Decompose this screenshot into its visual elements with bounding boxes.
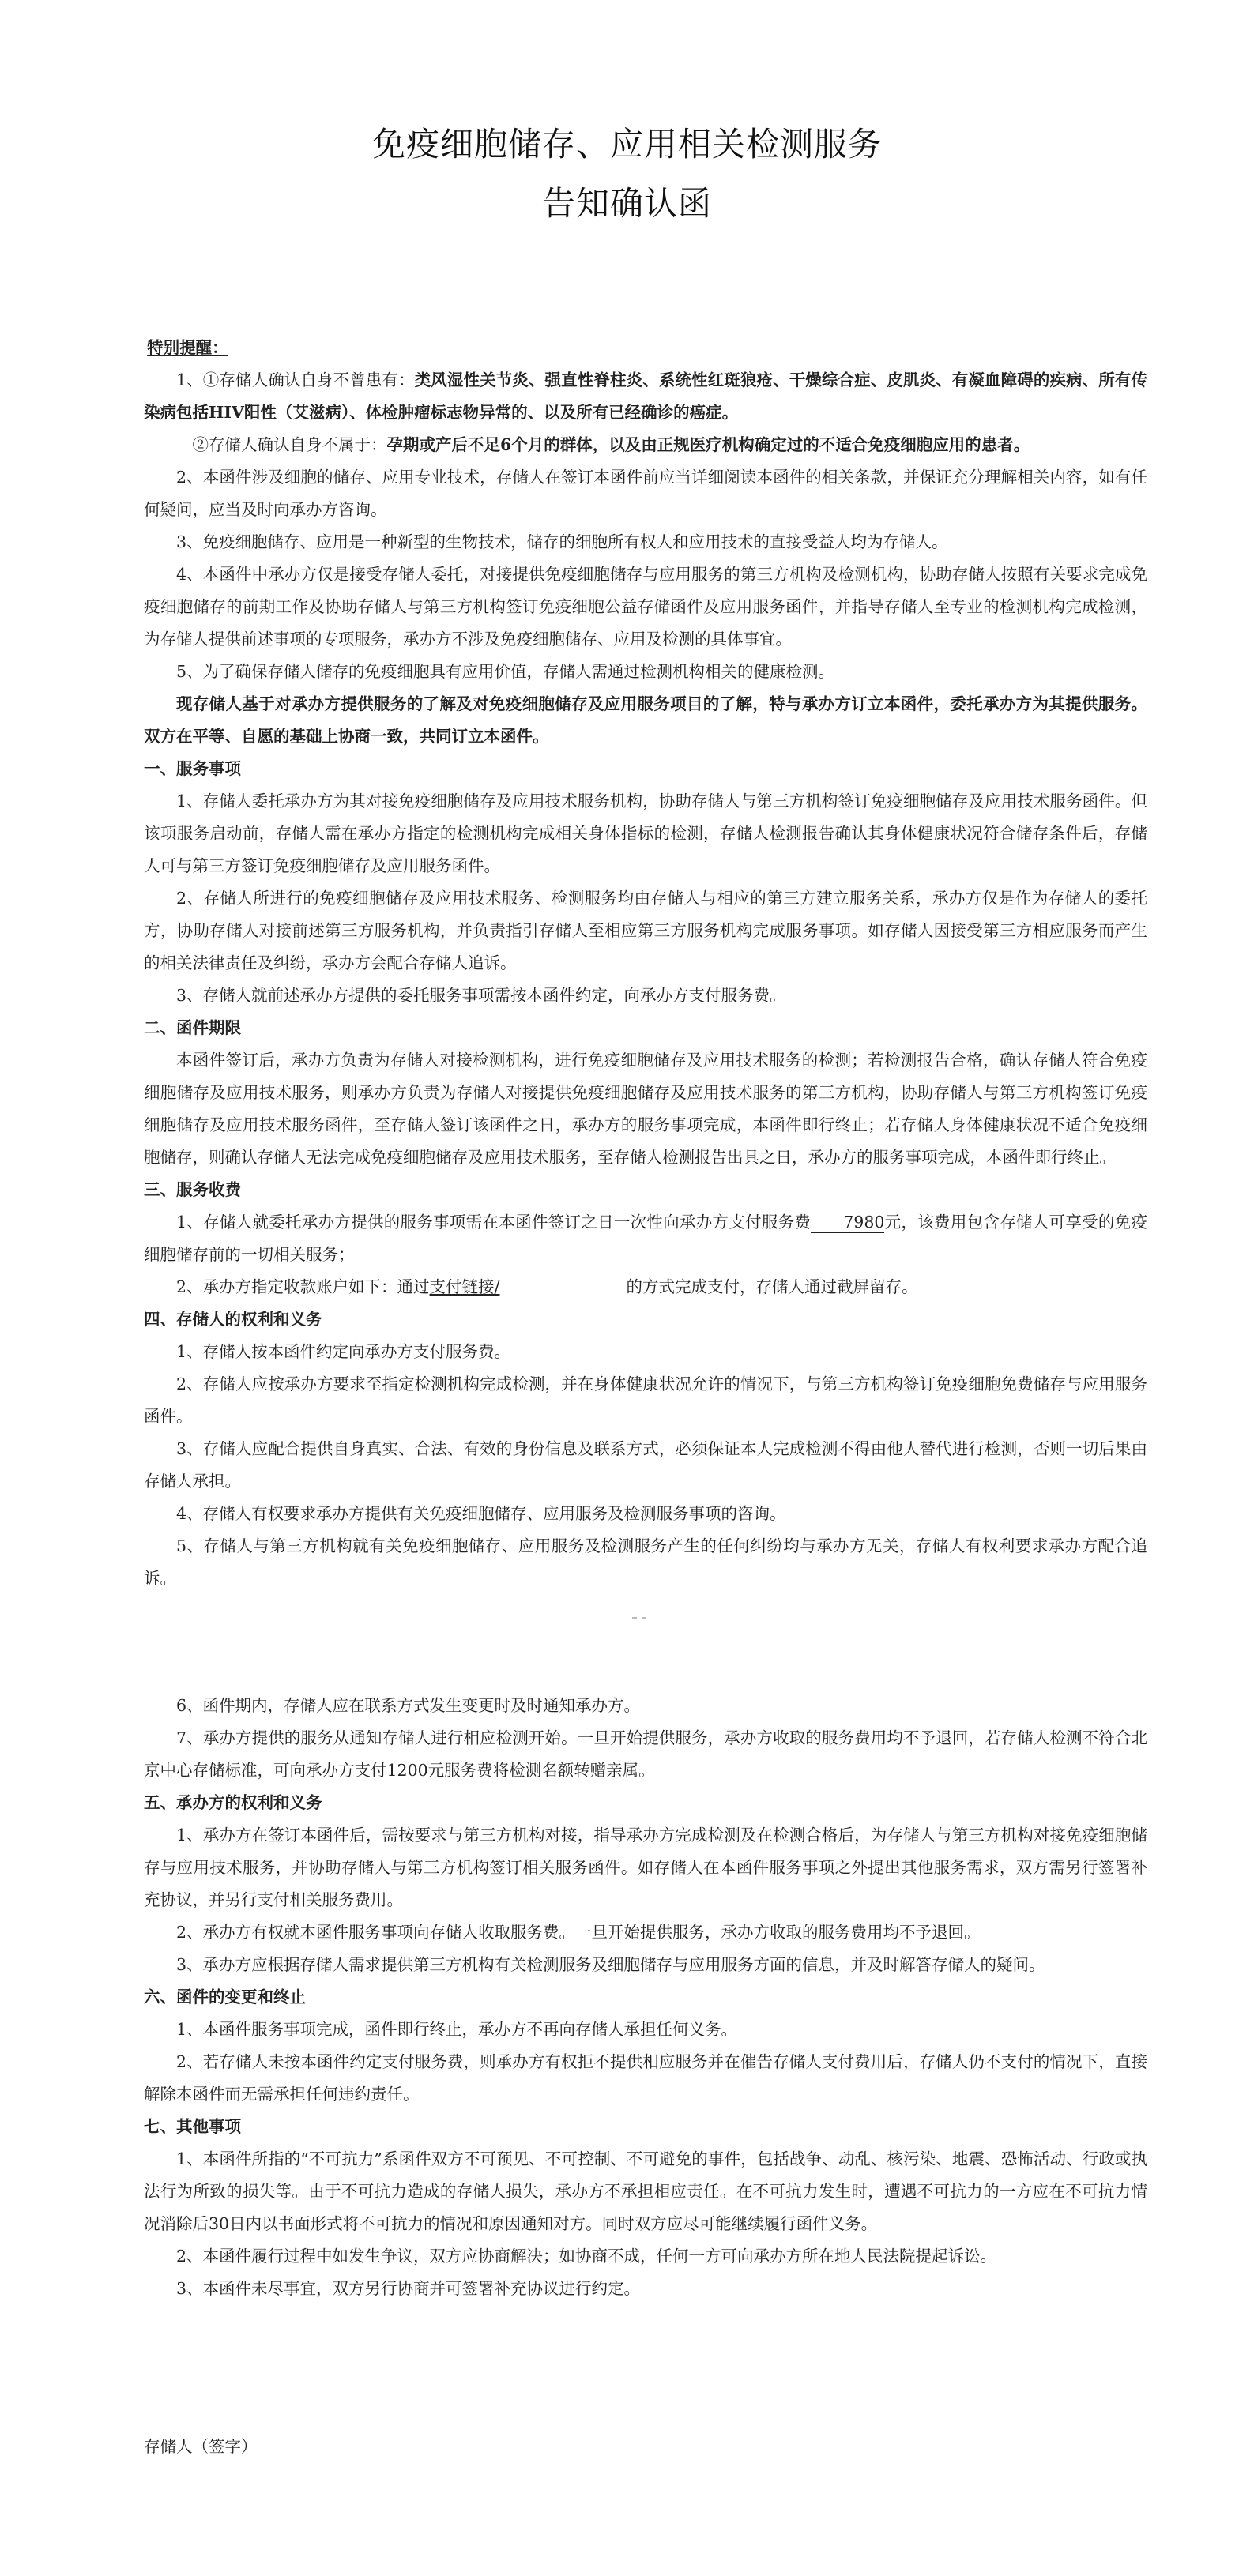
notice-paragraph-3: 3、免疫细胞储存、应用是一种新型的生物技术，储存的细胞所有权人和应用技术的直接受益人均为存储人。 <box>176 532 948 551</box>
section-7-paragraph-1: 1、本函件所指的“不可抗力”系函件双方不可预见、不可控制、不可避免的事件，包括战争、动乱、核污染、地震、恐怖活动、行政或执法行为所致的损失等。由于不可抗力造成的存储人损失，承办方不承担相应责任。在不可抗力发生时，遭遇不可抗力的一方应在不可抗力情况消除后30日内以书面形式将不可抗力的情况和原因通知对方。同时双方应尽可能继续履行函件义务。 <box>144 2149 1147 2233</box>
page-break <box>144 1595 1147 1690</box>
section-4-paragraph-7: 7、承办方提供的服务从通知存储人进行相应检测开始。一旦开始提供服务，承办方收取的服务费用均不予退回，若存储人检测不符合北京中心存储标准，可向承办方支付1200元服务费将检测名额转赠亲属。 <box>144 1728 1147 1780</box>
section-3-paragraph-1: 1、存储人就委托承办方提供的服务事项需在本函件签订之日一次性向承办方支付服务费 7980元，该费用包含存储人可享受的免疫细胞储存前的一切相关服务； <box>144 1213 1147 1264</box>
section-5-paragraph-3: 3、承办方应根据存储人需求提供第三方机构有关检测服务及细胞储存与应用服务方面的信息，并及时解答存储人的疑问。 <box>176 1955 1045 1974</box>
section-4-paragraph-3: 3、存储人应配合提供自身真实、合法、有效的身份信息及联系方式，必须保证本人完成检测不得由他人替代进行检测，否则一切后果由存储人承担。 <box>144 1439 1147 1491</box>
section-4-paragraph-2: 2、存储人应按承办方要求至指定检测机构完成检测，并在身体健康状况允许的情况下，与第三方机构签订免疫细胞免费储存与应用服务函件。 <box>144 1374 1147 1426</box>
signature-label: 存储人（签字） <box>144 2437 258 2456</box>
notice-paragraph-1: 1、①存储人确认自身不曾患有：类风湿性关节炎、强直性脊柱炎、系统性红斑狼疮、干燥综合症、皮肌炎、有凝血障碍的疾病、所有传染病包括HIV阳性（艾滋病）、体检肿瘤标志物异常的、以及所有已经确诊的癌症。 <box>144 370 1147 422</box>
section-3-paragraph-2: 2、承办方指定收款账户如下：通过支付链接/ 的方式完成支付，存储人通过截屏留存。 <box>176 1277 918 1296</box>
section-2-paragraph-1: 本函件签订后，承办方负责为存储人对接检测机构，进行免疫细胞储存及应用技术服务的检测；若检测报告合格，确认存储人符合免疫细胞储存及应用技术服务，则承办方负责为存储人对接提供免疫细胞储存及应用技术服务的第三方机构，协助存储人与第三方机构签订免疫细胞储存及应用技术服务函件，至存储人签订该函件之日，承办方的服务事项完成，本函件即行终止；若存储人身体健康状况不适合免疫细胞储存，则确认存储人无法完成免疫细胞储存及应用技术服务，至存储人检测报告出具之日，承办方的服务事项完成，本函件即行终止。 <box>144 1051 1147 1167</box>
section-5-paragraph-1: 1、承办方在签订本函件后，需按要求与第三方机构对接，指导承办方完成检测及在检测合格后，为存储人与第三方机构对接免疫细胞储存与应用技术服务，并协助存储人与第三方机构签订相关服务函件。如存储人在本函件服务事项之外提出其他服务需求，双方需另行签署补充协议，并另行支付相关服务费用。 <box>144 1826 1147 1909</box>
notice-paragraph-4: 4、本函件中承办方仅是接受存储人委托，对接提供免疫细胞储存与应用服务的第三方机构及检测机构，协助存储人按照有关要求完成免疫细胞储存的前期工作及协助存储人与第三方机构签订免疫细胞公益存储函件及应用服务函件，并指导存储人至专业的检测机构完成检测，为存储人提供前述事项的专项服务，承办方不涉及免疫细胞储存、应用及检测的具体事宜。 <box>144 565 1147 649</box>
notice-paragraph-1b: ②存储人确认自身不属于：孕期或产后不足6个月的群体，以及由正规医疗机构确定过的不适合免疫细胞应用的患者。 <box>192 435 1030 454</box>
section-4-heading: 四、存储人的权利和义务 <box>144 1310 322 1329</box>
section-4-paragraph-4: 4、存储人有权要求承办方提供有关免疫细胞储存、应用服务及检测服务事项的咨询。 <box>176 1504 786 1523</box>
notice-paragraph-5: 5、为了确保存储人储存的免疫细胞具有应用价值，存储人需通过检测机构相关的健康检测。 <box>176 662 835 681</box>
fee-amount: 7980 <box>811 1212 884 1233</box>
section-3-heading: 三、服务收费 <box>144 1180 241 1199</box>
section-6-paragraph-2: 2、若存储人未按本函件约定支付服务费，则承办方有权拒不提供相应服务并在催告存储人支付费用后，存储人仍不支付的情况下，直接解除本函件而无需承担任何违约责任。 <box>144 2052 1147 2104</box>
section-1-paragraph-1: 1、存储人委托承办方为其对接免疫细胞储存及应用技术服务机构，协助存储人与第三方机构签订免疫细胞储存及应用技术服务函件。但该项服务启动前，存储人需在承办方指定的检测机构完成相关身体指标的检测，存储人检测报告确认其身体健康状况符合储存条件后，存储人可与第三方签订免疫细胞储存及应用服务函件。 <box>144 792 1147 875</box>
notice-paragraph-2: 2、本函件涉及细胞的储存、应用专业技术，存储人在签订本函件前应当详细阅读本函件的相关条款，并保证充分理解相关内容，如有任何疑问，应当及时向承办方咨询。 <box>144 468 1147 519</box>
payment-method: 支付链接/ <box>429 1277 500 1296</box>
section-7-heading: 七、其他事项 <box>144 2117 241 2136</box>
section-5-heading: 五、承办方的权利和义务 <box>144 1793 322 1812</box>
section-2-heading: 二、函件期限 <box>144 1018 241 1037</box>
notice-closing: 现存储人基于对承办方提供服务的了解及对免疫细胞储存及应用服务项目的了解，特与承办方订立本函件，委托承办方为其提供服务。双方在平等、自愿的基础上协商一致，共同订立本函件。 <box>144 694 1147 746</box>
section-7-paragraph-2: 2、本函件履行过程中如发生争议，双方应协商解决；如协商不成，任何一方可向承办方所在地人民法院提起诉讼。 <box>176 2247 997 2266</box>
section-6-heading: 六、函件的变更和终止 <box>144 1987 306 2006</box>
section-4-paragraph-1: 1、存储人按本函件约定向承办方支付服务费。 <box>176 1342 511 1361</box>
section-4-paragraph-5: 5、存储人与第三方机构就有关免疫细胞储存、应用服务及检测服务产生的任何纠纷均与承办方无关，存储人有权利要求承办方配合追诉。 <box>144 1536 1147 1588</box>
document-title: 免疫细胞储存、应用相关检测服务 <box>371 125 882 164</box>
section-7-paragraph-3: 3、本函件未尽事宜，双方另行协商并可签署补充协议进行约定。 <box>176 2279 641 2298</box>
page-marker <box>630 1598 661 1604</box>
section-1-paragraph-2: 2、存储人所进行的免疫细胞储存及应用技术服务、检测服务均由存储人与相应的第三方建立服务关系，承办方仅是作为存储人的委托方，协助存储人对接前述第三方服务机构，并负责指引存储人至相应第三方服务机构完成服务事项。如存储人因接受第三方相应服务而产生的相关法律责任及纠纷，承办方会配合存储人追诉。 <box>144 889 1147 972</box>
notice-heading: 特别提醒： <box>147 338 228 357</box>
document-subtitle: 告知确认函 <box>541 184 712 223</box>
section-4-paragraph-6: 6、函件期内，存储人应在联系方式发生变更时及时通知承办方。 <box>176 1696 641 1715</box>
section-1-paragraph-3: 3、存储人就前述承办方提供的委托服务事项需按本函件约定，向承办方支付服务费。 <box>176 986 786 1005</box>
section-6-paragraph-1: 1、本函件服务事项完成，函件即行终止，承办方不再向存储人承担任何义务。 <box>176 2020 738 2039</box>
document-body <box>144 332 1147 2305</box>
section-5-paragraph-2: 2、承办方有权就本函件服务事项向存储人收取服务费。一旦开始提供服务，承办方收取的服务费用均不予退回。 <box>176 1923 981 1942</box>
section-1-heading: 一、服务事项 <box>144 759 241 778</box>
